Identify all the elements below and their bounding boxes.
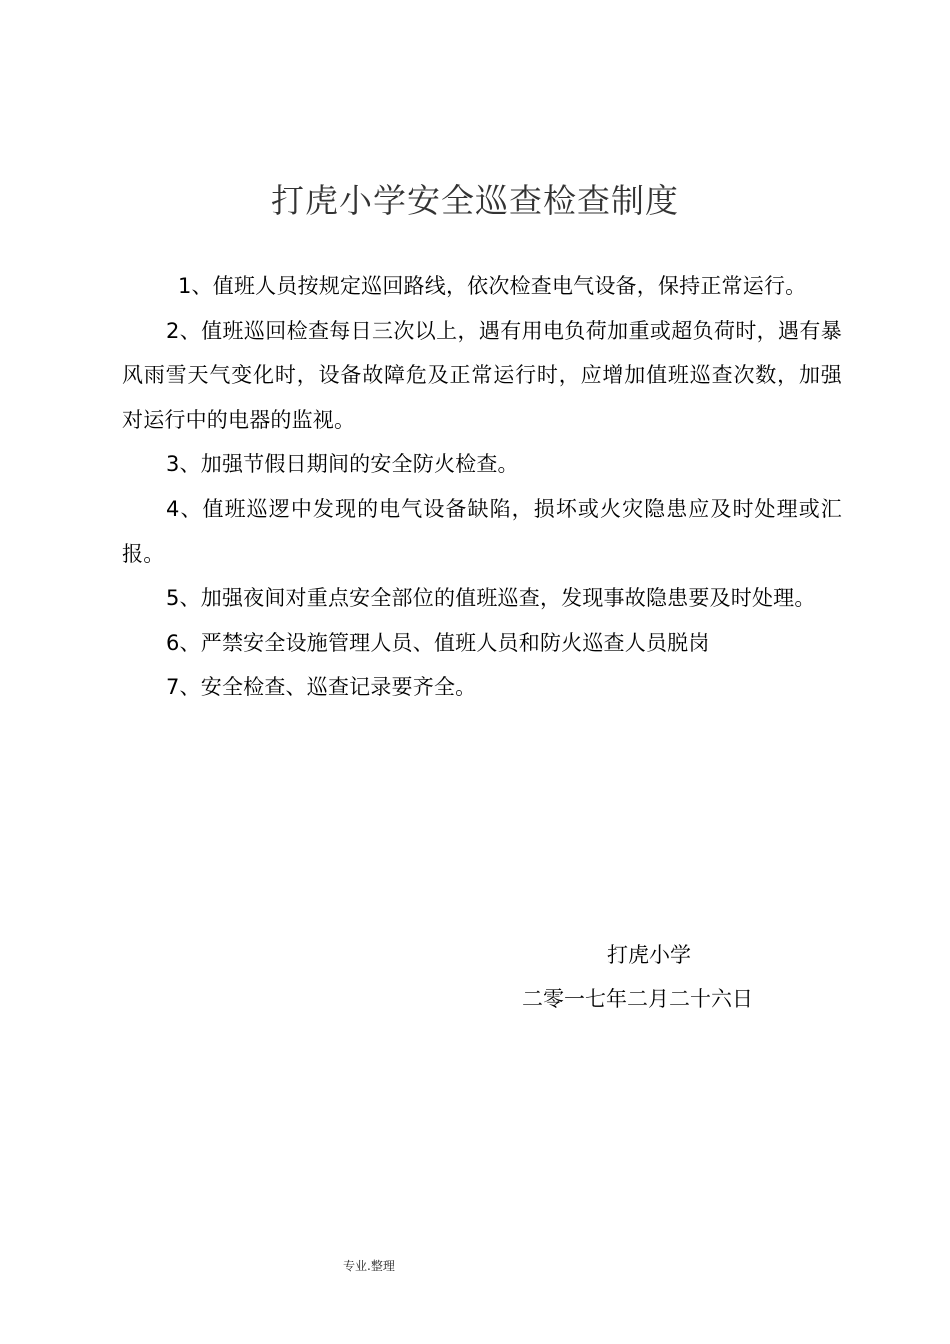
signature-date: 二零一七年二月二十六日 (522, 987, 753, 1011)
rule-paragraph-5: 5、加强夜间对重点安全部位的值班巡查，发现事故隐患要及时处理。 (166, 586, 816, 611)
rule-paragraph-7: 7、安全检查、巡查记录要齐全。 (166, 675, 477, 700)
rule-paragraph-6: 6、严禁安全设施管理人员、值班人员和防火巡查人员脱岗 (166, 630, 710, 655)
rule-paragraph-3: 3、加强节假日期间的安全防火检查。 (166, 452, 519, 477)
page-footer: 专业.整理 (343, 1259, 395, 1273)
document-body (122, 264, 842, 710)
document-title: 打虎小学安全巡查检查制度 (271, 181, 679, 220)
rule-paragraph-1: 1、值班人员按规定巡回路线，依次检查电气设备，保持正常运行。 (178, 274, 807, 298)
signature-organization: 打虎小学 (607, 943, 691, 967)
rule-paragraph-2: 2、值班巡回检查每日三次以上，遇有用电负荷加重或超负荷时，遇有暴风雨雪天气变化时，设备故障危及正常运行时，应增加值班巡查次数，加强对运行中的电器的监视。 (122, 318, 842, 432)
rule-paragraph-4: 4、值班巡逻中发现的电气设备缺陷，损坏或火灾隐患应及时处理或汇报。 (122, 496, 842, 566)
